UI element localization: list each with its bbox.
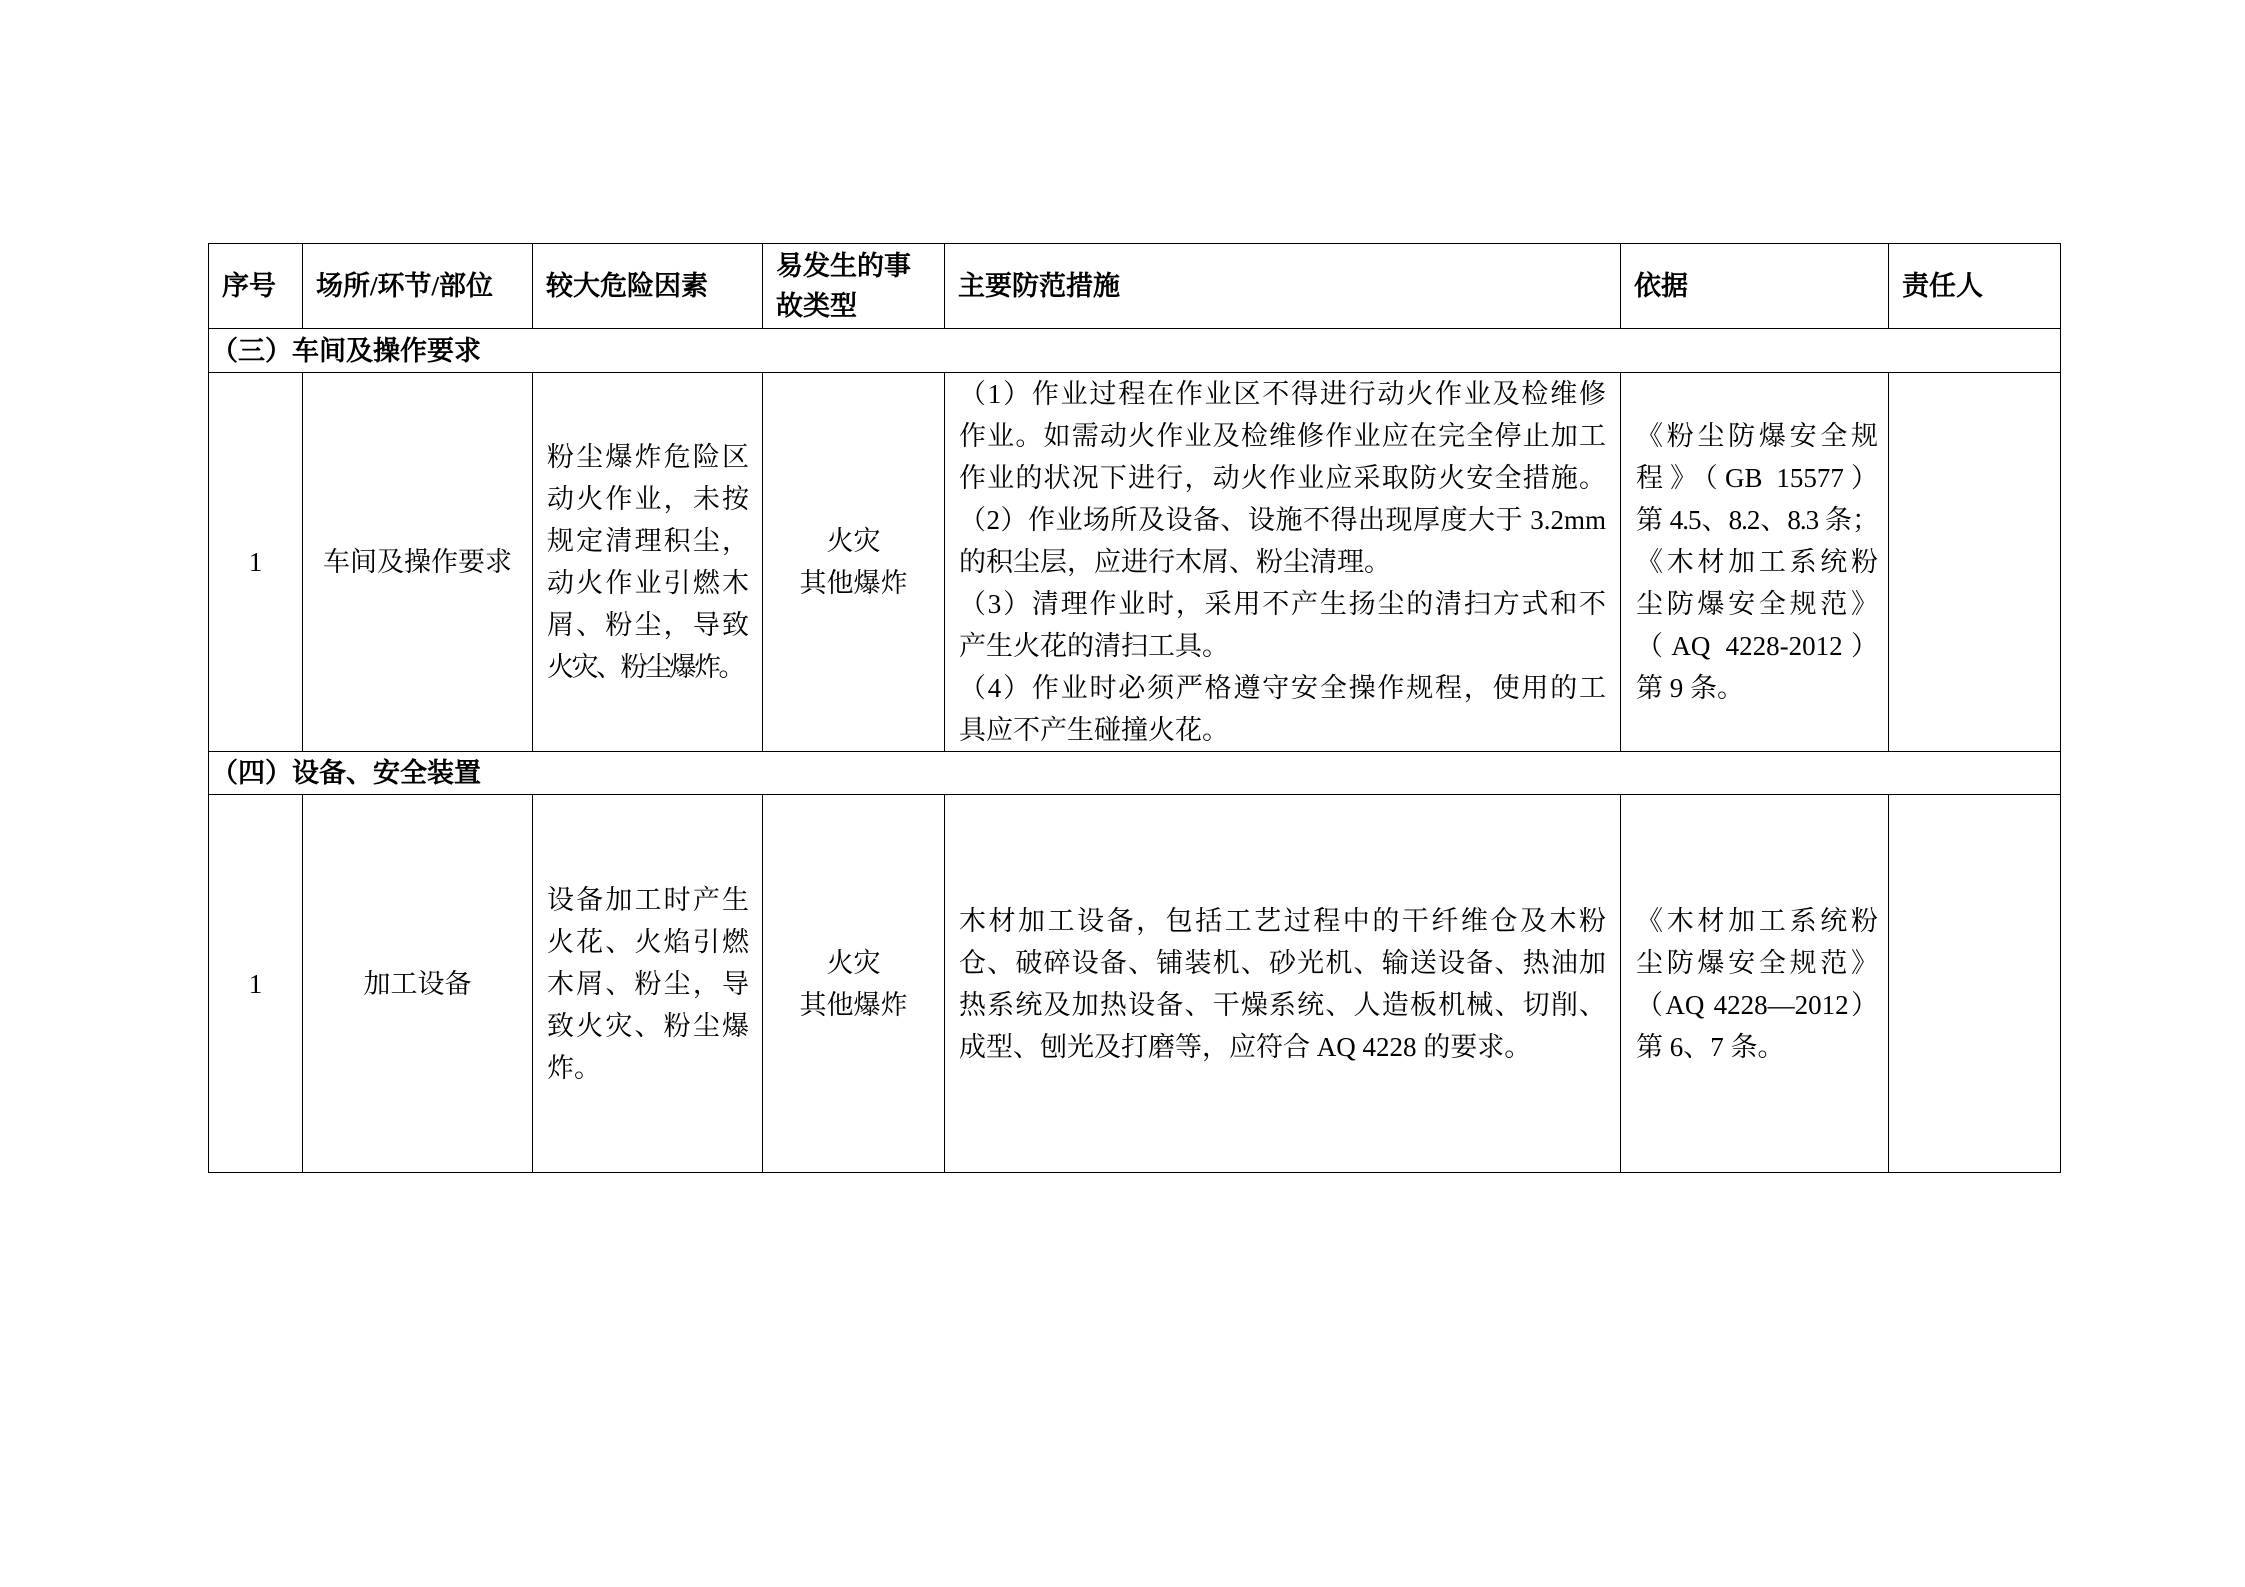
row-hazard: [533, 795, 763, 1173]
measure-line: （4）作业时必须严格遵守安全操作规程，使用的工: [959, 673, 1606, 703]
header-place: 场所/环节/部位: [303, 244, 533, 329]
accident-type-line: 其他爆炸: [799, 568, 908, 598]
hazard-line: 动火作业，未按: [547, 484, 749, 514]
basis-line: 第 4.5、8.2、8.3 条；: [1636, 505, 1878, 535]
hazard-line: 设备加工时产生: [547, 884, 749, 915]
hazard-line: 木屑、粉尘，导: [547, 968, 749, 999]
header-responsible: 责任人: [1889, 244, 2061, 329]
row-hazard: [533, 373, 763, 752]
basis-line: 第 6、7 条。: [1636, 1031, 1785, 1062]
measure-line: （3）清理作业时，采用不产生扬尘的清扫方式和不: [959, 589, 1606, 619]
measure-line: 作业的状况下进行，动火作业应采取防火安全措施。: [959, 463, 1606, 493]
basis-line: 尘防爆安全规范》: [1636, 947, 1878, 978]
table-row: [209, 373, 2061, 752]
measure-line: 木材加工设备，包括工艺过程中的干纤维仓及木粉: [959, 905, 1606, 936]
header-row: [209, 244, 2061, 329]
measure-line: 作业。如需动火作业及检维修作业应在完全停止加工: [959, 421, 1606, 451]
basis-line: 《木材加工系统粉: [1636, 547, 1878, 577]
hazard-line: 致火灾、粉尘爆: [547, 1010, 749, 1041]
basis-line: 第 9 条。: [1636, 673, 1744, 703]
header-hazard: 较大危险因素: [533, 244, 763, 329]
basis-line: 尘防爆安全规范》: [1636, 589, 1878, 619]
measure-paragraph: [959, 667, 1606, 751]
measure-paragraph: [959, 900, 1606, 1068]
row-no: 1: [209, 795, 303, 1173]
row-measures: [945, 795, 1621, 1173]
measure-line: （2）作业场所及设备、设施不得出现厚度大于 3.2mm: [959, 505, 1606, 535]
row-accident-type: [763, 373, 945, 752]
row-place: 车间及操作要求: [303, 373, 533, 752]
hazard-line: 炸。: [547, 1052, 601, 1083]
hazard-line: 屑、粉尘，导致: [547, 610, 749, 640]
hazard-line: 规定清理积尘，: [547, 526, 749, 556]
measure-line: 产生火花的清扫工具。: [959, 631, 1229, 661]
basis-line: （AQ 4228—2012）: [1636, 989, 1878, 1020]
section-row: [209, 752, 2061, 795]
row-measures: [945, 373, 1621, 752]
hazard-line: 动火作业引燃木: [547, 568, 749, 598]
accident-type-line: 其他爆炸: [799, 989, 908, 1020]
basis-line: 《粉尘防爆安全规: [1636, 421, 1878, 451]
row-basis: [1621, 795, 1889, 1173]
header-measures: 主要防范措施: [945, 244, 1621, 329]
basis-line: 程》（GB 15577）: [1636, 463, 1878, 493]
header-accident-type: 易发生的事故类型: [763, 244, 945, 329]
header-basis: 依据: [1621, 244, 1889, 329]
section-title: （三）车间及操作要求: [209, 329, 2061, 373]
row-basis: [1621, 373, 1889, 752]
basis-line: 《木材加工系统粉: [1636, 905, 1878, 936]
measure-line: （1）作业过程在作业区不得进行动火作业及检维修: [959, 379, 1606, 409]
hazard-line: 火花、火焰引燃: [547, 926, 749, 957]
accident-type-line: 火灾: [826, 526, 881, 556]
measure-line: 成型、刨光及打磨等，应符合 AQ 4228 的要求。: [959, 1031, 1532, 1062]
row-no: 1: [209, 373, 303, 752]
row-place: 加工设备: [303, 795, 533, 1173]
measure-line: 具应不产生碰撞火花。: [959, 715, 1229, 745]
measure-paragraph: [959, 583, 1606, 667]
row-responsible: [1889, 373, 2061, 752]
section-row: [209, 329, 2061, 373]
measure-line: 的积尘层，应进行木屑、粉尘清理。: [959, 547, 1391, 577]
measure-paragraph: [959, 373, 1606, 499]
section-title: （四）设备、安全装置: [209, 752, 2061, 795]
row-responsible: [1889, 795, 2061, 1173]
accident-type-line: 火灾: [826, 947, 881, 978]
row-accident-type: [763, 795, 945, 1173]
header-no: 序号: [209, 244, 303, 329]
measure-paragraph: [959, 499, 1606, 583]
measure-line: 热系统及加热设备、干燥系统、人造板机械、切削、: [959, 989, 1606, 1020]
hazard-line: 火灾、粉尘爆炸。: [547, 652, 743, 682]
table-row: [209, 795, 2061, 1173]
measure-line: 仓、破碎设备、铺装机、砂光机、输送设备、热油加: [959, 947, 1606, 978]
hazard-line: 粉尘爆炸危险区: [547, 442, 749, 472]
risk-control-table: [208, 243, 2061, 1173]
basis-line: （AQ 4228-2012）: [1636, 631, 1878, 661]
